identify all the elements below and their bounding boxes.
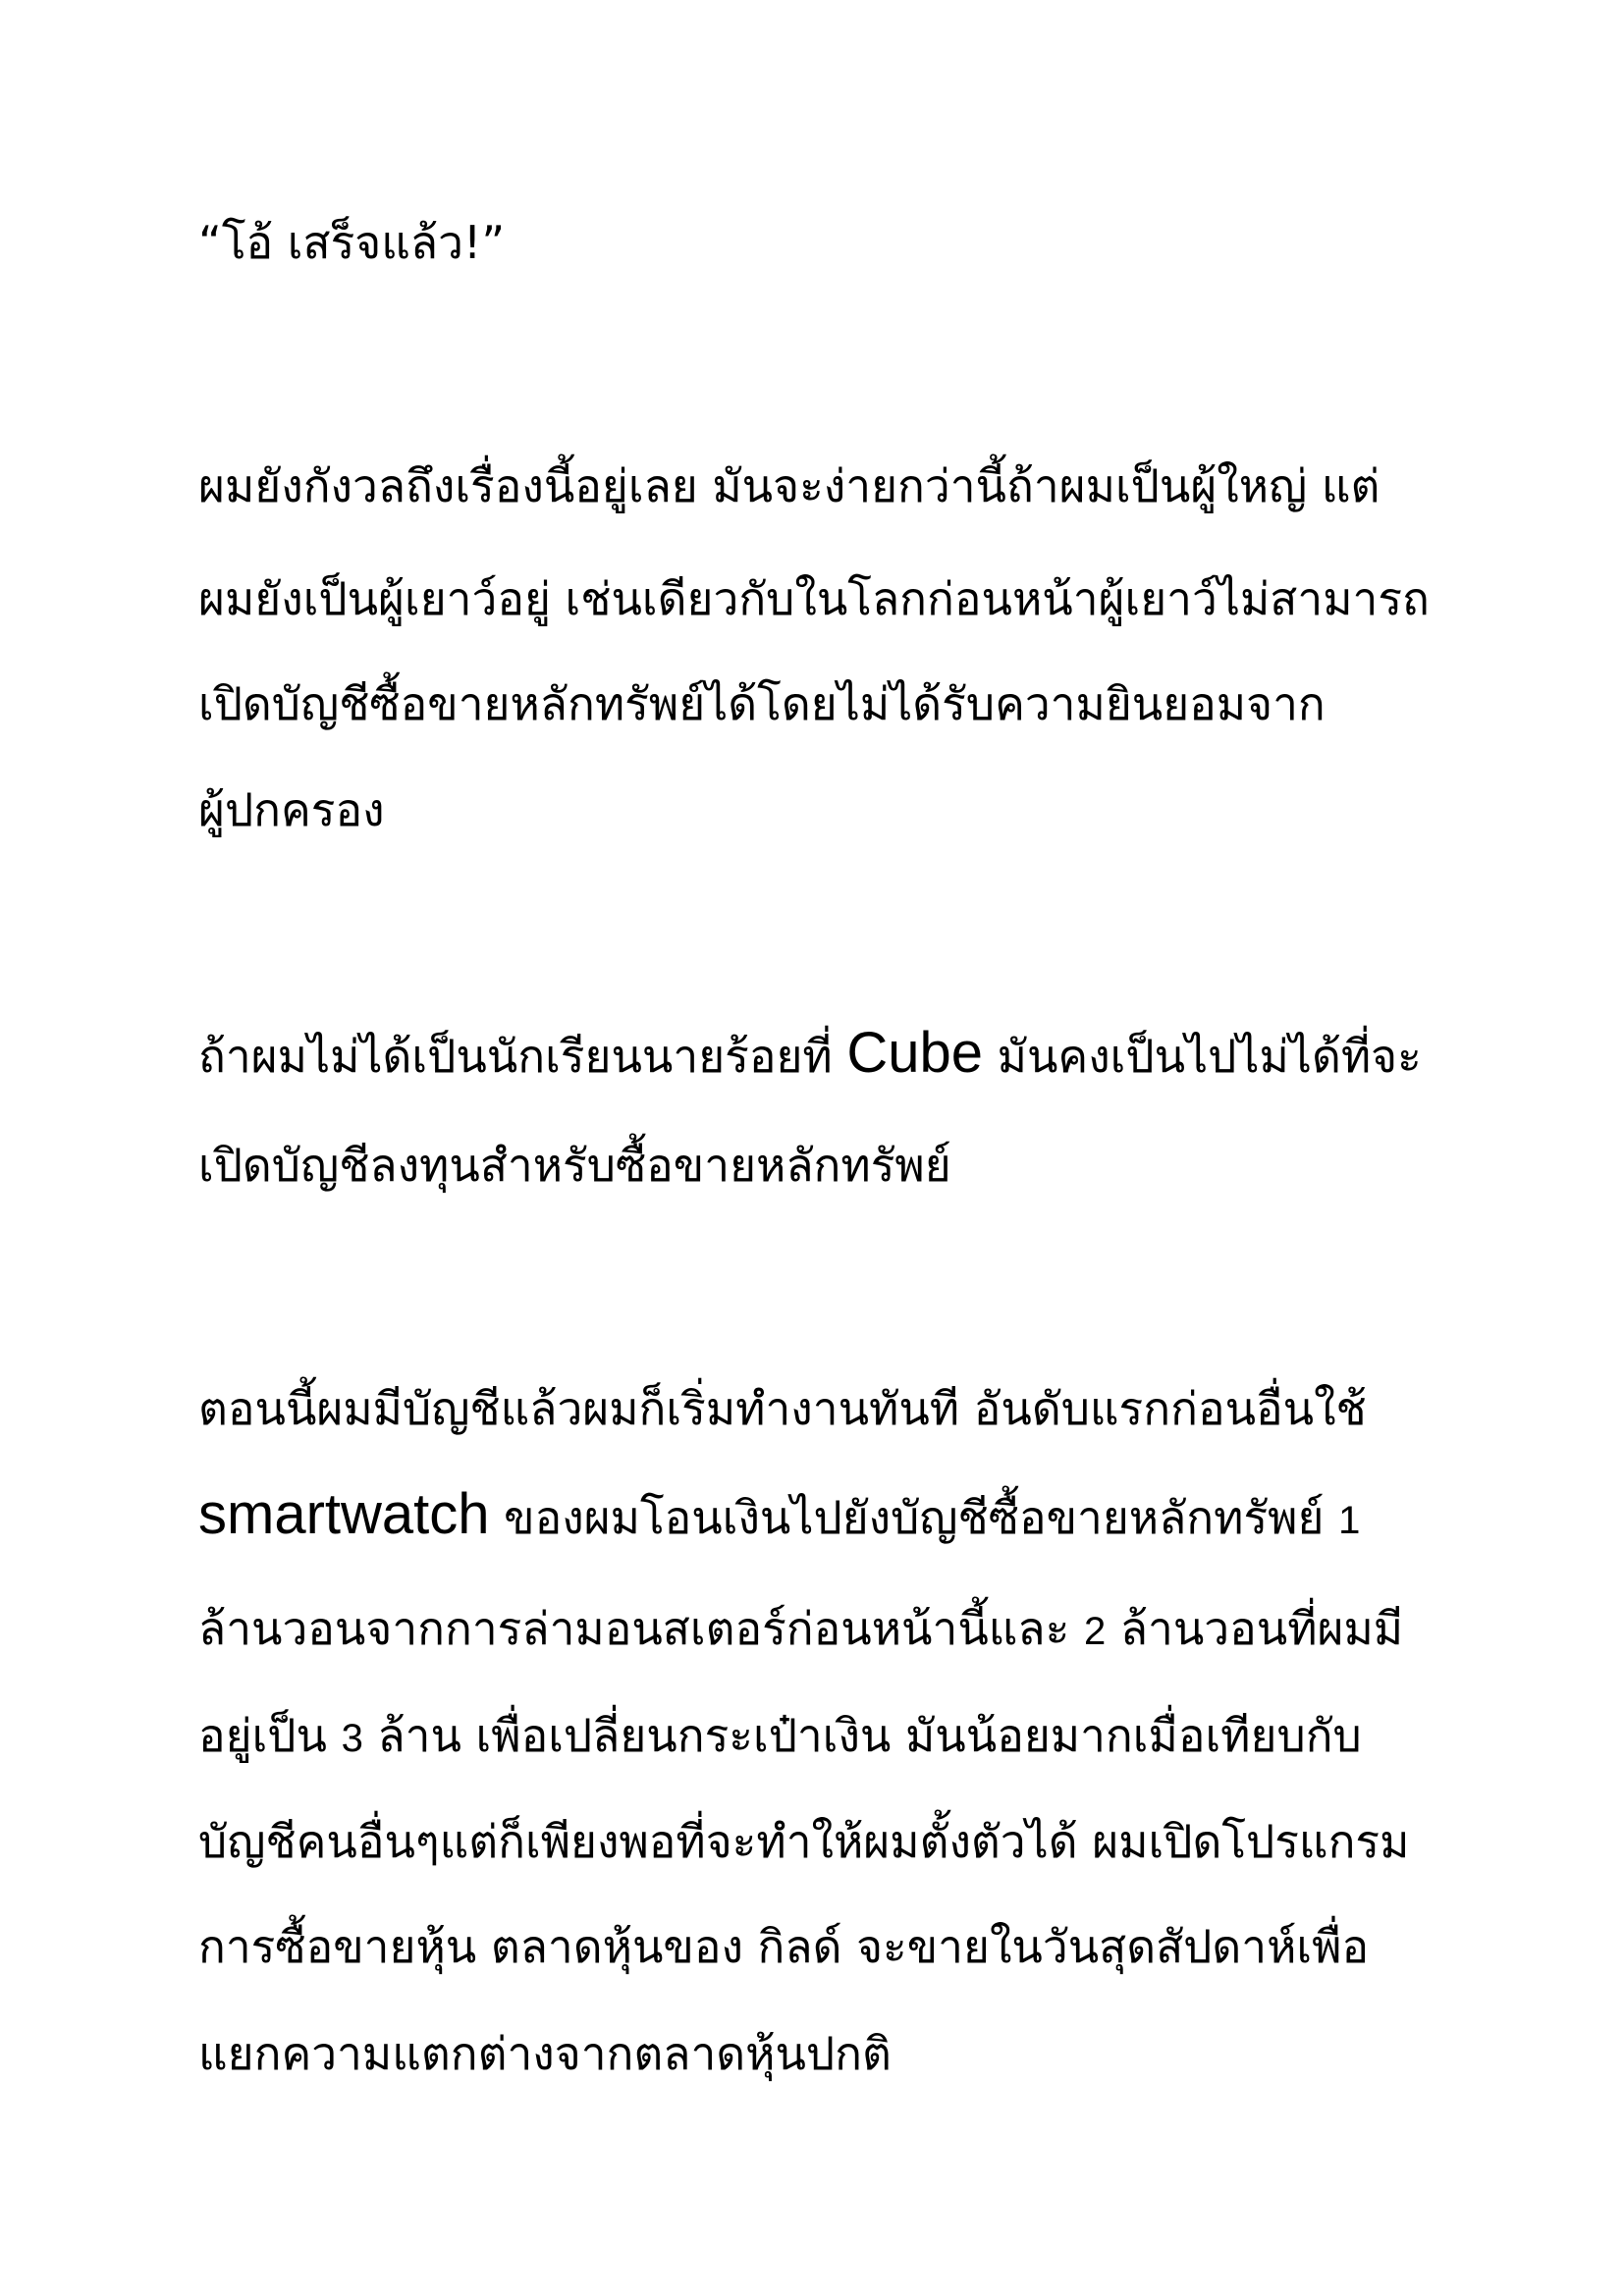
text-segment: ล้านวอนที่ผมมี bbox=[1106, 1602, 1404, 1655]
text-line bbox=[198, 674, 1326, 733]
text-segment: มันคงเป็นไปไม่ได้ที่จะ bbox=[983, 1030, 1422, 1083]
text-segment: เปิดบัญชีลงทุนสำหรับซื้อขายหลักทรัพย์ bbox=[198, 1139, 951, 1192]
text-line bbox=[198, 2024, 892, 2083]
text-line bbox=[198, 1917, 1369, 1976]
text-line bbox=[198, 1812, 1409, 1871]
text-segment: ล้านวอนจากการล่ามอนสเตอร์ก่อนหน้านี้และ bbox=[198, 1602, 1084, 1655]
text-segment: ถ้าผมไม่ได้เป็นนักเรียนนายร้อยที่ bbox=[198, 1030, 847, 1083]
text-segment: การซื้อขายหุ้น ตลาดหุ้นของ กิลด์ จะขายในวันสุดสัปดาห์เพื่อ bbox=[198, 1920, 1370, 1973]
text-segment: 3 bbox=[341, 1717, 363, 1760]
text-line bbox=[198, 456, 1380, 515]
text-segment: เปิดบัญชีซื้อขายหลักทรัพย์ได้โดยไม่ได้รับความยินยอมจาก bbox=[198, 677, 1326, 730]
text-segment: ผมยังเป็นผู้เยาว์อยู่ เช่นเดียวกับในโลกก่อนหน้าผู้เยาว์ไม่สามารถ bbox=[198, 572, 1430, 625]
text-segment: 2 bbox=[1083, 1610, 1107, 1653]
text-line bbox=[198, 1482, 1361, 1550]
text-segment: ผู้ปกครอง bbox=[198, 783, 385, 836]
text-segment: “โอ้ เสร็จแล้ว!” bbox=[198, 216, 506, 269]
text-segment: ตอนนี้ผมมีบัญชีแล้วผมก็เริ่มทำงานทันที อันดับแรกก่อนอื่นใช้ bbox=[198, 1382, 1367, 1435]
text-segment: ล้าน เพื่อเปลี่ยนกระเป๋าเงิน มันน้อยมากเมื่อเทียบกับ bbox=[362, 1709, 1362, 1762]
text-segment: แยกความแตกต่างจากตลาดหุ้นปกติ bbox=[198, 2027, 892, 2080]
text-segment: 1 bbox=[1338, 1499, 1361, 1542]
text-line bbox=[198, 780, 385, 839]
text-segment: อยู่เป็น bbox=[198, 1709, 342, 1762]
text-line bbox=[198, 213, 505, 272]
text-line bbox=[198, 1136, 951, 1195]
text-line bbox=[198, 1706, 1362, 1768]
text-segment: บัญชีคนอื่นๆแต่ก็เพียงพอที่จะทำให้ผมตั้งตัวได้ ผมเปิดโปรแกรม bbox=[198, 1815, 1410, 1868]
cube-word: Cube bbox=[846, 1021, 984, 1085]
text-line bbox=[198, 1379, 1367, 1438]
text-line bbox=[198, 1021, 1422, 1086]
text-line bbox=[198, 1599, 1403, 1661]
text-segment: ของผมโอนเงินไปยังบัญชีซื้อขายหลักทรัพย์ bbox=[489, 1491, 1339, 1544]
text-segment: ผมยังกังวลถึงเรื่องนี้อยู่เลย มันจะง่ายกว่านี้ถ้าผมเป็นผู้ใหญ่ แต่ bbox=[198, 459, 1380, 512]
text-line bbox=[198, 569, 1430, 628]
smartwatch-word: smartwatch bbox=[198, 1482, 490, 1546]
